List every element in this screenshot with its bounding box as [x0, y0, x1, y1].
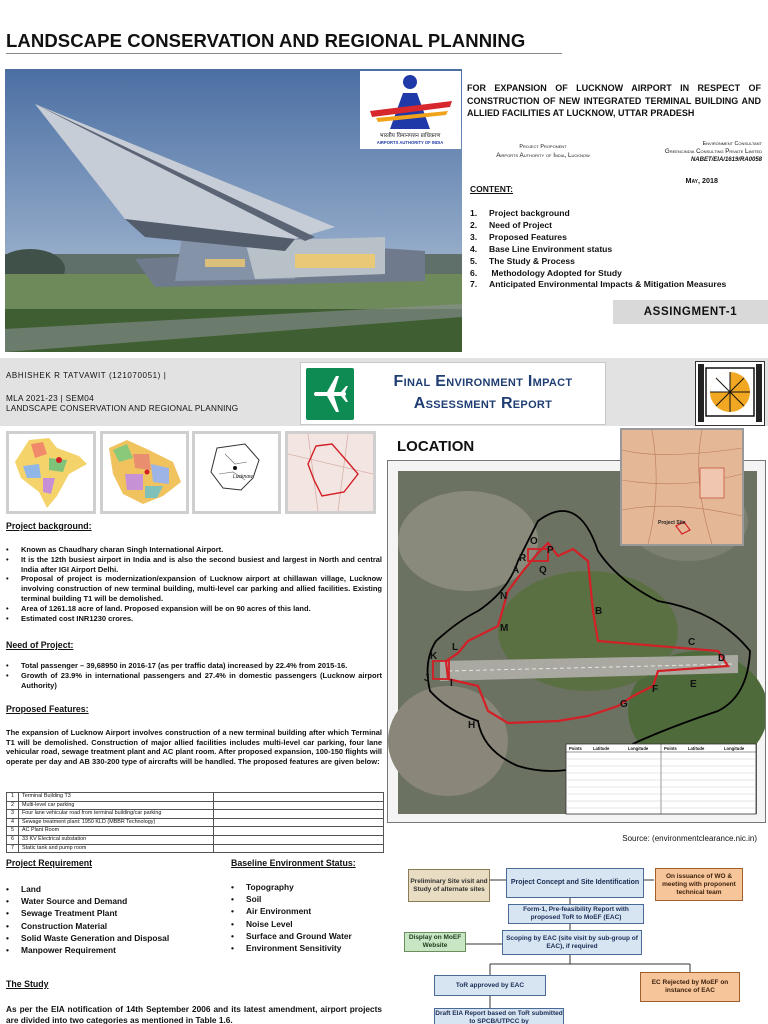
need-heading: Need of Project:	[6, 640, 74, 650]
svg-text:Longitude: Longitude	[628, 746, 649, 751]
point-label-J: J	[424, 673, 430, 684]
proponent-label: Project Proponent	[519, 144, 567, 150]
background-list	[6, 545, 382, 623]
report-title-line-1: Final Environment Impact	[393, 373, 573, 390]
point-label-G: G	[620, 699, 628, 710]
study-heading: The Study	[6, 979, 49, 989]
svg-text:Latitude: Latitude	[593, 746, 610, 751]
features-paragraph: The expansion of Lucknow Airport involves construction of a new terminal building after which Terminal T1 will be demolished. Construction of major allied facilities includes multi-level car parking, four lane vehicular road, sewage treatment plant and AC plant room. After proposed expansion, 100-150 flights will operate per day and AB 330-200 type of aircrafts will be handled. The proposed features are given below:	[6, 728, 382, 766]
baseline-heading: Baseline Environment Status:	[231, 858, 356, 868]
point-label-O: O	[530, 536, 538, 547]
point-label-I: I	[450, 678, 453, 689]
flow-form1-prefeasibility: Form-1, Pre-feasibility Report with proposed ToR to MoEF (EAC)	[508, 904, 644, 924]
flow-tor-approved: ToR approved by EAC	[434, 975, 546, 996]
background-heading: Project background:	[6, 521, 92, 531]
table-row: 7 Static tank and pump room	[7, 844, 384, 853]
list-item: • Growth of 23.9% in international passengers and 27.4% in domestic passengers (Lucknow airport Authority)	[6, 671, 382, 691]
flow-ec-rejected: EC Rejected by MoEF on instance of EAC	[640, 972, 740, 1002]
uttar-pradesh-map-thumbnail	[100, 431, 189, 514]
source-note: Source: (environmentclearance.nic.in)	[622, 834, 757, 843]
list-item: • Land	[6, 883, 221, 895]
svg-text:Lucknow: Lucknow	[233, 474, 253, 480]
list-item: 7. Anticipated Environmental Impacts & Mitigation Measures	[470, 279, 727, 290]
list-item: • Estimated cost INR1230 crores.	[6, 614, 382, 624]
table-row: 6 33 KV Electrical substation	[7, 835, 384, 844]
point-label-P: P	[547, 545, 554, 556]
flow-draft-eia: Draft EIA Report based on ToR submitted to SPCB/UTPCC by	[434, 1008, 564, 1024]
table-row: 4 Sewage treatment plant: 1950 KLD (MBBR Technology)	[7, 818, 384, 827]
features-table	[6, 792, 384, 853]
need-list	[6, 661, 382, 690]
list-item: 3. Proposed Features	[470, 231, 567, 242]
svg-text:Latitude: Latitude	[688, 746, 705, 751]
inset-location-map	[620, 428, 744, 546]
list-item: 6. Methodology Adopted for Study	[470, 267, 622, 278]
point-label-F: F	[652, 684, 659, 695]
list-item: • Manpower Requirement	[6, 944, 221, 956]
program-line: MLA 2021-23 | SEM04	[6, 394, 94, 403]
consultant-value: Greencindia Consulting Private Limited	[664, 148, 762, 155]
list-item: • Sewage Treatment Plant	[6, 907, 221, 919]
list-item: • Proposal of project is modernization/expansion of Lucknow airport at chillawan village, Lucknow involving construction of new terminal building, multi-level car parking and allied facilities. Existing terminal building T1 will be demolished.	[6, 574, 382, 603]
svg-text:Longitude: Longitude	[724, 746, 745, 751]
site-plan-thumbnail	[285, 431, 376, 514]
list-item: • Construction Material	[6, 920, 221, 932]
table-row: 2 Multi-level car parking	[7, 801, 384, 810]
point-label-Q: Q	[539, 565, 547, 576]
contents-heading: CONTENT:	[470, 184, 513, 194]
table-row: 1 Terminal Building T3	[7, 793, 384, 802]
page-title: LANDSCAPE CONSERVATION AND REGIONAL PLANNING	[6, 30, 526, 51]
point-label-D: D	[718, 653, 726, 664]
requirements-heading: Project Requirement	[6, 858, 93, 868]
project-heading: FOR EXPANSION OF LUCKNOW AIRPORT IN RESPECT OF CONSTRUCTION OF NEW INTEGRATED TERMINAL BUILDING AND ALLIED FACILITIES AT LUCKNOW, UTTAR PRADESH	[467, 83, 761, 118]
list-item: • Air Environment	[231, 905, 386, 917]
list-item: • Solid Waste Generation and Disposal	[6, 932, 221, 944]
list-item: • Known as Chaudhary charan Singh International Airport.	[6, 545, 382, 555]
requirements-list	[6, 883, 221, 956]
contents-list	[470, 208, 765, 291]
baseline-list	[231, 881, 386, 954]
list-item: • Topography	[231, 881, 386, 893]
flow-preliminary-site-visit: Preliminary Site visit and Study of alternate sites	[408, 869, 490, 902]
consultant-registration: NABET/EIA/1619/RA0058	[690, 157, 762, 163]
list-item: • Soil	[231, 893, 386, 905]
lucknow-district-map-thumbnail	[192, 431, 281, 514]
list-item: • Water Source and Demand	[6, 895, 221, 907]
point-label-B: B	[595, 606, 603, 617]
point-label-K: K	[430, 651, 438, 662]
flow-display-website: Display on MoEF Website	[404, 932, 466, 952]
point-label-M: M	[500, 623, 509, 634]
consultant-label: Environment Consultant	[702, 141, 762, 147]
point-label-L: L	[452, 642, 459, 653]
point-label-C: C	[688, 637, 696, 648]
airplane-icon	[306, 368, 354, 420]
list-item: • It is the 12th busiest airport in India and is also the second busiest and largest in North and central India after IGI Airport Delhi.	[6, 555, 382, 575]
flow-wo-issuance: On issuance of WO & meeting with proponent technical team	[655, 868, 743, 901]
point-label-H: H	[468, 720, 476, 731]
point-label-R: R	[519, 553, 527, 564]
assignment-badge: ASSINGMENT-1	[613, 300, 768, 324]
student-name: ABHISHEK R TATVAWIT (121070051) |	[6, 371, 167, 380]
proponent-value: Airports Authority of India, Lucknow	[496, 152, 590, 159]
point-label-A: A	[512, 565, 520, 576]
title-divider	[6, 53, 562, 54]
point-label-E: E	[690, 679, 697, 690]
aai-logo	[360, 71, 461, 149]
logo-caption: भारतीय विमानपत्तन प्राधिकरण	[379, 133, 441, 139]
table-row: 3 Four lane vehicular road from terminal building/car parking	[7, 810, 384, 819]
list-item: • Environment Sensitivity	[231, 942, 386, 954]
svg-text:Points: Points	[569, 746, 582, 751]
study-paragraph: As per the EIA notification of 14th September 2006 and its latest amendment, airport projects are divided into two categories as mentioned in Table 1.6.	[6, 1004, 382, 1024]
flow-project-concept: Project Concept and Site Identification	[506, 868, 644, 898]
features-heading: Proposed Features:	[6, 704, 89, 714]
inset-project-site-label: Project Site	[658, 520, 686, 526]
course-line: LANDSCAPE CONSERVATION AND REGIONAL PLANNING	[6, 404, 239, 413]
report-title-line-2: Assessment Report	[413, 395, 553, 412]
list-item: 5. The Study & Process	[470, 255, 575, 266]
list-item: 4. Base Line Environment status	[470, 243, 613, 254]
india-map-thumbnail	[6, 431, 96, 514]
planning-emblem-icon	[695, 361, 765, 426]
list-item: • Surface and Ground Water	[231, 930, 386, 942]
report-date: May, 2018	[685, 176, 718, 185]
list-item: 1. Project background	[470, 208, 570, 218]
list-item: • Area of 1261.18 acre of land. Proposed expansion will be on 90 acres of this land.	[6, 604, 382, 614]
logo-subcaption: AIRPORTS AUTHORITY OF INDIA	[376, 140, 444, 145]
flow-scoping: Scoping by EAC (site visit by sub-group of EAC), if required	[502, 930, 642, 955]
point-label-N: N	[500, 591, 508, 602]
list-item: • Noise Level	[231, 918, 386, 930]
svg-text:Points: Points	[664, 746, 677, 751]
table-row: 5 AC Plant Room	[7, 827, 384, 836]
location-heading: LOCATION	[397, 438, 475, 455]
list-item: • Total passenger – 39,68950 in 2016-17 (as per traffic data) increased by 22.4% from 2015-16.	[6, 661, 382, 671]
list-item: 2. Need of Project	[470, 219, 553, 230]
